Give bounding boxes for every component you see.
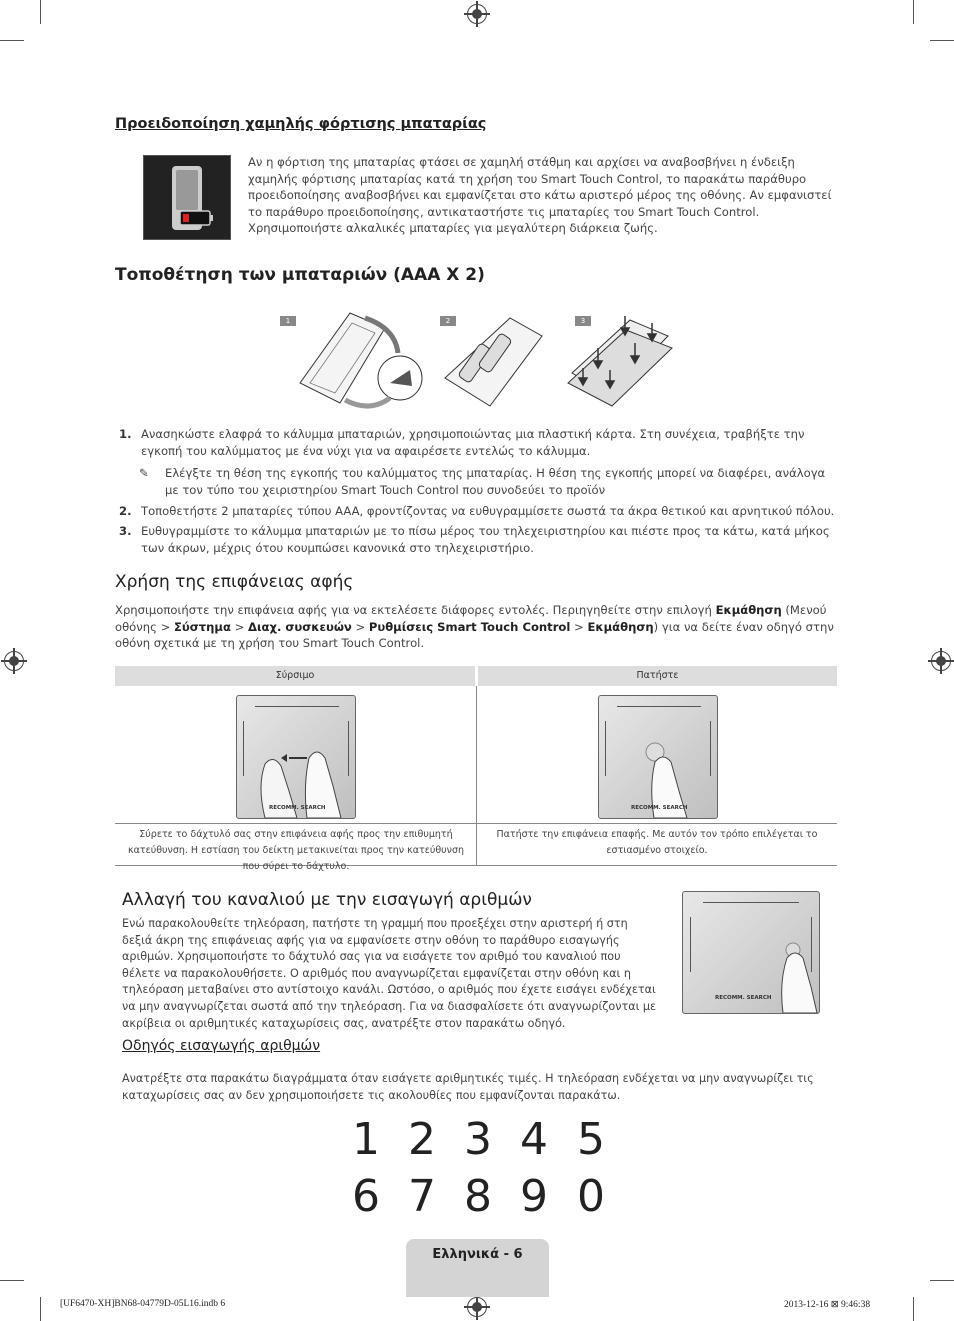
digit-6 xyxy=(341,1171,391,1222)
pad-label: RECOMM. SEARCH xyxy=(715,995,772,1001)
crop-mark xyxy=(40,1297,41,1321)
digit-7 xyxy=(397,1171,447,1222)
digit-9 xyxy=(509,1171,559,1222)
digit-3 xyxy=(453,1114,503,1165)
touchpad-heading: Χρήση της επιφάνειας αφής xyxy=(115,572,354,592)
step-text: Τοποθετήστε 2 μπαταρίες τύπου AAA, φροντίζοντας να ευθυγραμμίσετε σωστά τα άκρα θετικού και αρνητικού πόλου. xyxy=(141,504,835,518)
slug-right: 2013-12-16 ⊠ 9:46:38 xyxy=(784,1300,871,1310)
battery-install-illustration xyxy=(280,308,680,413)
low-battery-text: Αν η φόρτιση της μπαταρίας φτάσει σε χαμηλή στάθμη και αρχίσει να αναβοσβήνει η ένδειξη χαμηλής φόρτισης μπαταρίας κατά τη χρήση του Smart Touch Control, το παρακάτω παράθυρο προειδοποίησης αναβοσβήνει και εμφανίζεται στο κάτω αριστερό μέρος της οθόνης. Αν εμφανιστεί το παράθυρο προειδοποίησης, αντικαταστήστε τις μπαταρίες του Smart Touch Control. Χρησιμοποιήστε αλκαλικές μπαταρίες για μεγαλύτερη διάρκεια ζωής. xyxy=(248,155,832,236)
step-number: 2. xyxy=(119,504,132,518)
touch-gesture-table xyxy=(115,666,837,872)
digit-0 xyxy=(566,1171,616,1222)
registration-mark-icon xyxy=(4,651,24,671)
digit-label: 1 xyxy=(352,1114,380,1165)
channel-heading: Αλλαγή του καναλιού με την εισαγωγή αριθμών xyxy=(122,890,532,910)
step-number: 1. xyxy=(119,427,132,441)
intro-fragment: Χρησιμοποιήστε την επιφάνεια αφής για να εκτελέσετε διάφορες εντολές. Περιηγηθείτε στην επιλογή xyxy=(115,603,716,617)
drag-caption: Σύρετε το δάχτυλό σας στην επιφάνεια αφής προς την επιθυμητή κατεύθυνση. Η εστίαση του δείκτη μετακινείται προς την κατεύθυνση που σύρει το δάχτυλο. xyxy=(128,829,464,872)
table-header-drag: Σύρσιμο xyxy=(115,666,475,686)
intro-fragment: Ρυθμίσεις Smart Touch Control xyxy=(368,619,571,634)
page-number: Ελληνικά - 6 xyxy=(432,1247,523,1262)
step-number: 3. xyxy=(119,524,132,538)
registration-mark-icon xyxy=(931,651,951,671)
crop-mark xyxy=(913,0,914,24)
table-header-tap: Πατήστε xyxy=(478,666,837,686)
remote-low-battery-icon xyxy=(144,156,230,239)
note-pencil-icon: ✎ xyxy=(139,466,149,480)
note-text: Ελέγξτε τη θέση της εγκοπής του καλύμματος της μπαταρίας. Η θέση της εγκοπής μπορεί να διαφέρει, ανάλογα με τον τύπο του χειριστηρίου Smart Touch Control που συνοδεύει το προϊόν xyxy=(165,466,826,497)
digit-8 xyxy=(453,1171,503,1222)
digit-2 xyxy=(397,1114,447,1165)
digit-label: 5 xyxy=(577,1114,605,1165)
step-tag: 1 xyxy=(280,316,296,326)
intro-fragment: Εκμάθηση xyxy=(587,619,654,634)
touchpad-number-illustration xyxy=(682,891,820,1014)
finger-swipe-icon xyxy=(237,696,355,818)
slug-left: [UF6470-XH]BN68-04779D-05L16.indb 6 xyxy=(60,1299,226,1309)
intro-fragment: > xyxy=(351,619,369,634)
battery-step-2 xyxy=(115,503,835,520)
digit-4 xyxy=(509,1114,559,1165)
crop-mark xyxy=(930,40,954,41)
digit-label: 0 xyxy=(577,1171,605,1222)
low-battery-illustration xyxy=(143,155,231,240)
step-text: Ευθυγραμμίστε το κάλυμμα μπαταριών με το πίσω μέρος του τηλεχειριστηρίου και πιέστε προς τα κάτω, κατά μήκος των άκρων, μέχρις ότου κουμπώσει κανονικά στο τηλεχειριστήριο. xyxy=(141,524,830,555)
number-guide-heading: Οδηγός εισαγωγής αριθμών xyxy=(122,1038,321,1054)
battery-steps-drawing xyxy=(280,308,680,413)
step-tag: 2 xyxy=(440,316,456,326)
intro-fragment: > xyxy=(570,619,588,634)
intro-fragment: ) για να δείτε έναν οδηγό στην οθόνη σχετικά με τη χρήση του Smart Touch Control. xyxy=(115,619,834,651)
step-tag: 3 xyxy=(575,316,591,326)
pad-label: RECOMM. SEARCH xyxy=(269,805,326,811)
intro-fragment: (Μενού οθόνης > xyxy=(115,603,827,634)
digit-label: 4 xyxy=(520,1114,548,1165)
registration-mark-icon xyxy=(467,1297,487,1317)
finger-tap-icon xyxy=(599,696,717,818)
digit-label: 9 xyxy=(520,1171,548,1222)
intro-fragment: Σύστημα xyxy=(174,619,231,634)
number-guide-text: Ανατρέξτε στα παρακάτω διαγράμματα όταν εισάγετε αριθμητικές τιμές. Η τηλεόραση ενδέχεται να μην αναγνωρίζει τις καταχωρίσεις σας αν δεν χρησιμοποιήσετε τις ακολουθίες που εμφανίζονται παρακάτω. xyxy=(122,1072,814,1102)
touchpad-intro xyxy=(115,602,837,652)
battery-note xyxy=(115,465,835,498)
step-text: Ανασηκώστε ελαφρά το κάλυμμα μπαταριών, χρησιμοποιώντας μια πλαστική κάρτα. Στη συνέχεια, τραβήξτε την εγκοπή του καλύμματος με ένα νύχι για να αφαιρέσετε εντελώς το κάλυμμα. xyxy=(141,427,805,458)
crop-mark xyxy=(40,0,41,24)
crop-mark xyxy=(913,1297,914,1321)
crop-mark xyxy=(0,40,24,41)
channel-text: Ενώ παρακολουθείτε τηλεόραση, πατήστε τη γραμμή που προεξέχει στην αριστερή ή στη δεξιά άκρη της επιφάνειας αφής για να εμφανίσετε στην οθόνη το παράθυρο εισαγωγής αριθμών. Χρησιμοποιήστε το δάχτυλό σας για να εισάγετε τον αριθμό του καναλιού που θέλετε να παρακολουθήσετε. Ο αριθμός που αναγνωρίζεται εμφανίζεται στην οθόνη και η τηλεόραση μεταβαίνει στο αντίστοιχο κανάλι. Ωστόσο, ο αριθμός που έχετε εισάγει ενδέχεται να μην αναγνωρίζεται σωστά από την τηλεόραση. Για να διασφαλίσετε ότι αναγνωρίζονται με ακρίβεια οι αριθμητικές καταχωρίσεις σας, ανατρέξτε στον παρακάτω οδηγό. xyxy=(122,917,657,1030)
touchpad-tap-illustration xyxy=(598,695,718,819)
registration-mark-icon xyxy=(467,4,487,24)
digit-5 xyxy=(566,1114,616,1165)
intro-fragment: > xyxy=(230,619,249,634)
low-battery-heading: Προειδοποίηση χαμηλής φόρτισης μπαταρίας xyxy=(115,116,487,132)
intro-fragment: Εκμάθηση xyxy=(715,603,782,617)
batteries-heading: Τοποθέτηση των μπαταριών (AAA X 2) xyxy=(115,265,485,285)
battery-step-3 xyxy=(115,523,835,556)
pad-label: RECOMM. SEARCH xyxy=(631,805,688,811)
crop-mark xyxy=(0,1280,24,1281)
crop-mark xyxy=(930,1280,954,1281)
digit-1 xyxy=(341,1114,391,1165)
digit-label: 8 xyxy=(464,1171,492,1222)
tap-caption: Πατήστε την επιφάνεια επαφής. Με αυτόν τον τρόπο επιλέγεται το εστιασμένο στοιχείο. xyxy=(496,829,818,856)
table-row-divider xyxy=(115,823,837,824)
digit-label: 7 xyxy=(408,1171,436,1222)
touchpad-drag-illustration xyxy=(236,695,356,819)
battery-step-1 xyxy=(115,426,835,459)
digit-label: 3 xyxy=(464,1114,492,1165)
table-divider xyxy=(476,686,477,865)
digit-label: 2 xyxy=(408,1114,436,1165)
intro-fragment: Διαχ. συσκευών xyxy=(248,619,352,634)
digit-label: 6 xyxy=(352,1171,380,1222)
